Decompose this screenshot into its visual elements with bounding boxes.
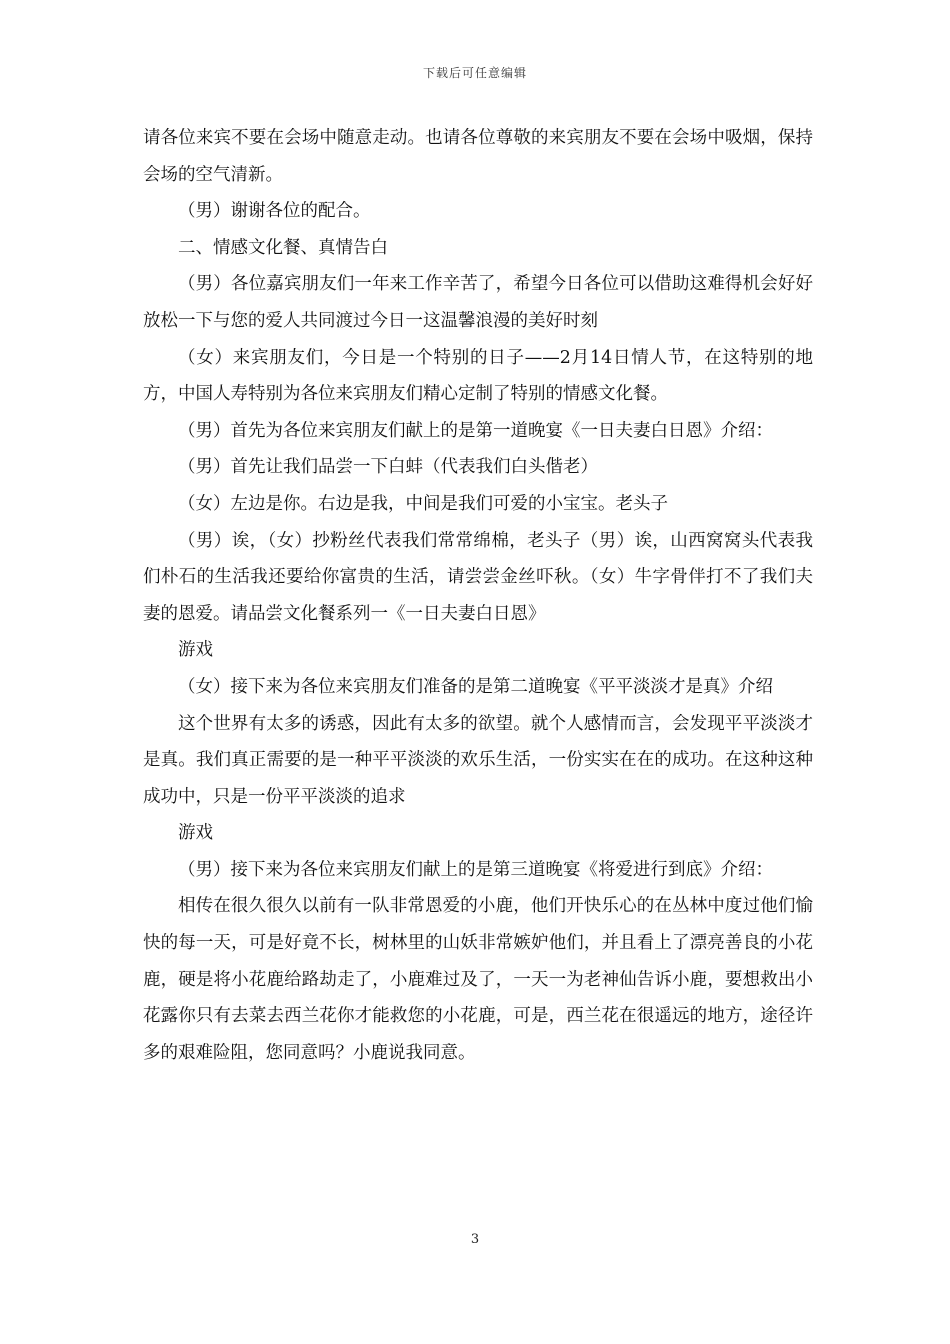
paragraph: 这个世界有太多的诱惑，因此有太多的欲望。就个人感情而言，会发现平平淡淡才是真。我们真正需要的是一种平平淡淡的欢乐生活，一份实实在在的成功。在这种这种成功中，只是一份平平淡淡的追求 [143,713,813,807]
paragraph: （男）接下来为各位来宾朋友们献上的是第三道晚宴《将爱进行到底》介绍： [178,859,773,880]
paragraph: 请各位来宾不要在会场中随意走动。也请各位尊敬的来宾朋友不要在会场中吸烟，保持会场的空气清新。 [143,128,813,185]
page-number: 3 [470,1232,480,1247]
paragraph: （女）来宾朋友们，今日是一个特别的日子——2月14日情人节，在这特别的地方，中国人寿特别为各位来宾朋友们精心定制了特别的情感文化餐。 [143,347,813,405]
paragraph: （男）谢谢各位的配合。 [178,201,371,222]
paragraph: 游戏 [178,823,213,844]
paragraph: （男）首先让我们品尝一下白蚌（代表我们白头偕老） [178,457,598,478]
paragraph: 相传在很久很久以前有一队非常恩爱的小鹿，他们开快乐心的在丛林中度过他们愉快的每一天，可是好竟不长，树林里的山妖非常嫉妒他们，并且看上了漂亮善良的小花鹿，硬是将小花鹿给路劫走了，小鹿难过及了，一天一为老神仙告诉小鹿，要想救出小花露你只有去菜去西兰花你才能救您的小花鹿，可是，西兰花在很遥远的地方，途径许多的艰难险阻，您同意吗？小鹿说我同意。 [143,896,813,1063]
paragraph: （男）首先为各位来宾朋友们献上的是第一道晚宴《一日夫妻白日恩》介绍： [178,420,773,441]
paragraph: （男）诶，（女）抄粉丝代表我们常常绵棉，老头子（男）诶，山西窝窝头代表我们朴石的生活我还要给你富贵的生活，请尝尝金丝吓秋。（女）牛字骨伴打不了我们夫妻的恩爱。请品尝文化餐系列一《一日夫妻白日恩》 [143,530,813,624]
paragraph: （男）各位嘉宾朋友们一年来工作辛苦了，希望今日各位可以借助这难得机会好好放松一下与您的爱人共同渡过今日一这温馨浪漫的美好时刻 [143,274,813,331]
paragraph: （女）接下来为各位来宾朋友们准备的是第二道晚宴《平平淡淡才是真》介绍 [178,676,773,697]
page-header: 下载后可任意编辑 [422,66,527,80]
paragraph: 二、情感文化餐、真情告白 [178,237,388,258]
paragraph: （女）左边是你。右边是我，中间是我们可爱的小宝宝。老头子 [178,493,668,514]
document-body [143,120,813,1071]
paragraph: 游戏 [178,640,213,661]
